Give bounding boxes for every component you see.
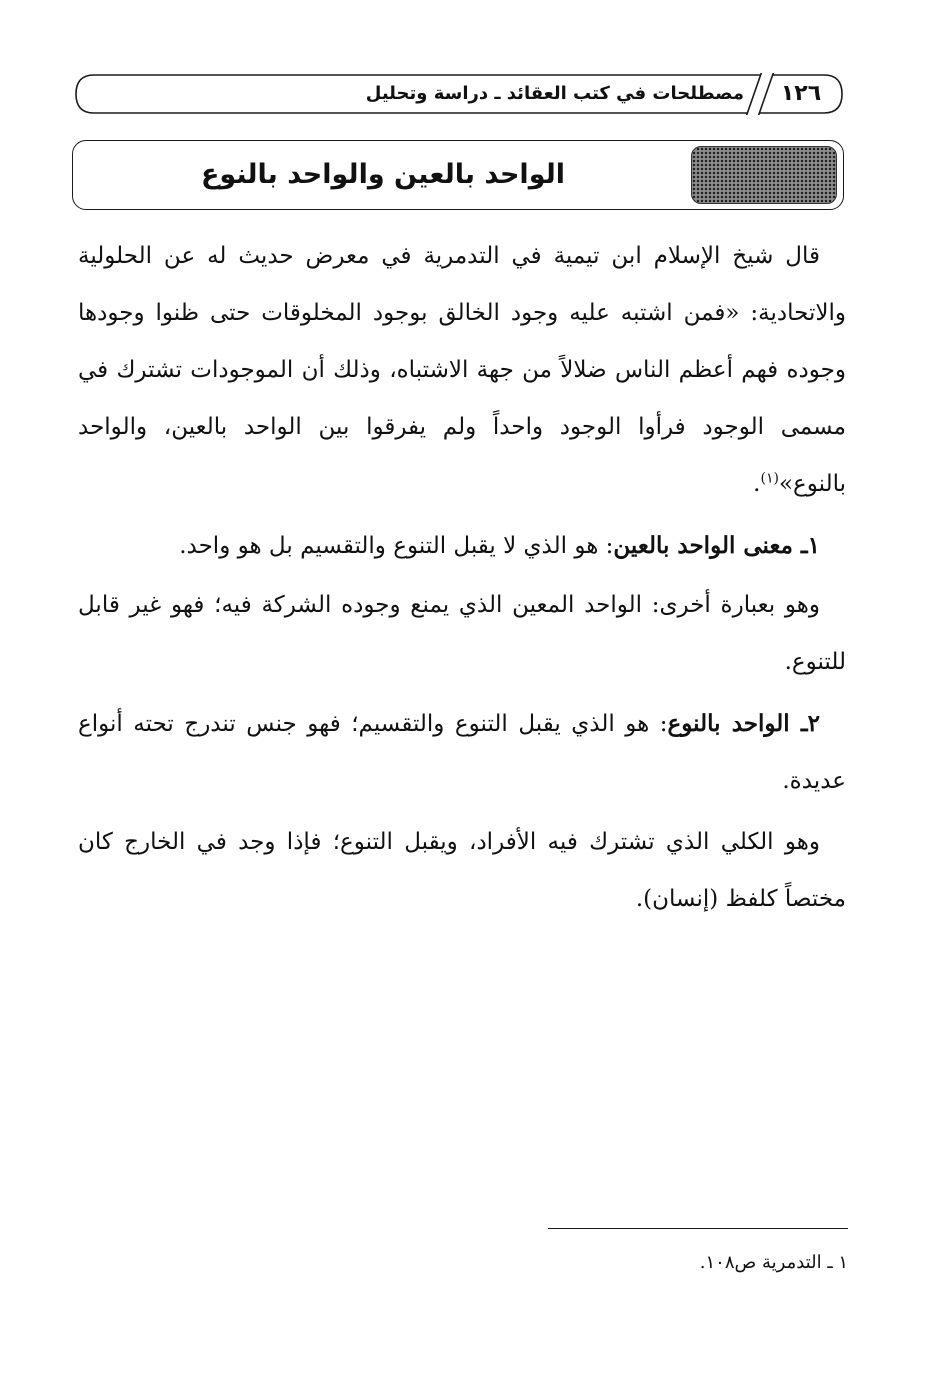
running-title: مصطلحات في كتب العقائد ـ دراسة وتحليل [365,83,744,104]
intro-paragraph [78,228,846,513]
item-1-label: ١ـ معنى الواحد بالعين [613,532,820,559]
page-number: ١٢٦ [780,81,822,106]
item-2-label: ٢ـ الواحد بالنوع [667,710,820,737]
item-1-more-text: وهو بعبارة أخرى: الواحد المعين الذي يمنع وجوده الشركة فيه؛ فهو غير قابل للتنوع. [78,592,846,675]
item-1-text: : هو الذي لا يقبل التنوع والتقسيم بل هو واحد. [179,533,614,559]
intro-end: . [753,471,761,497]
footnote: ١ ـ التدمرية ص١٠٨. [699,1252,848,1273]
item-1-more-paragraph [78,577,846,691]
intro-text: قال شيخ الإسلام ابن تيمية في التدمرية في معرض حديث له عن الحلولية والاتحادية: «فمن اشتبه عليه وجود الخالق بوجود المخلوقات حتى ظنوا وجودها وجوده فهم أعظم الناس ضلالاً من جهة الاشتباه، وذلك أن الموجودات تشترك في مسمى الوجود فرأوا الوجود واحداً ولم يفرقوا بين الواحد بالعين، والواحد بالنوع» [78,243,846,497]
section-title-box [72,140,844,210]
footnote-separator [548,1228,848,1229]
footnote-reference: (١) [760,470,779,487]
item-2-text: : هو الذي يقبل التنوع والتقسيم؛ فهو جنس تندرج تحته أنواع عديدة. [78,711,846,794]
page-body [78,228,846,932]
item-2-more-paragraph [78,814,846,928]
item-1-paragraph [78,517,846,575]
item-2-paragraph [78,695,846,810]
item-2-more-text: وهو الكلي الذي تشترك فيه الأفراد، ويقبل التنوع؛ فإذا وجد في الخارج كان مختصاً كلفظ (إنسان). [78,829,846,912]
section-title: الواحد بالعين والواحد بالنوع [200,159,566,190]
dotted-ornament [691,146,837,204]
running-header [74,73,844,115]
